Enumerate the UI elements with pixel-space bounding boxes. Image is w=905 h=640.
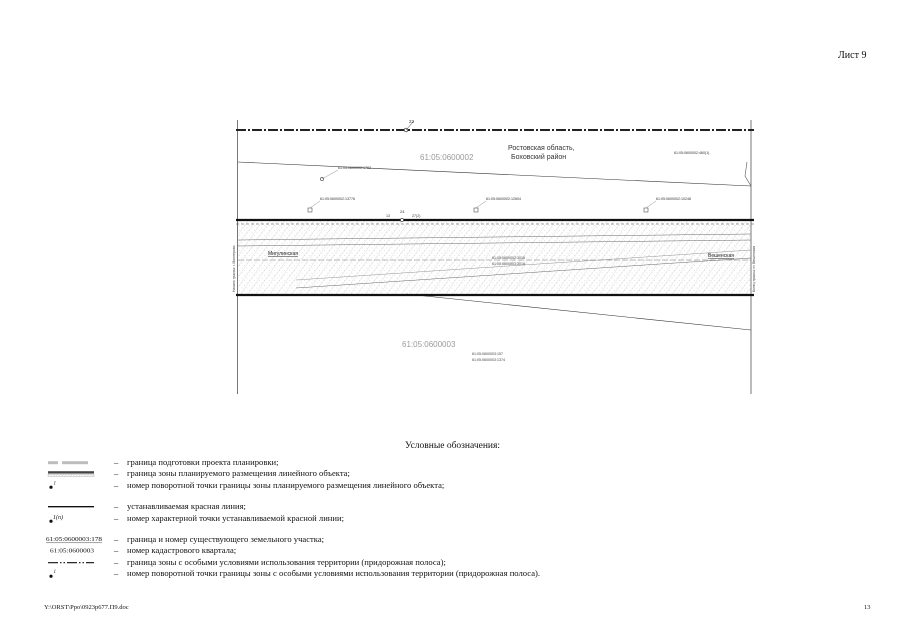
road-line-south	[406, 294, 751, 330]
parcel-top-right-label: 61:05:0600002:460(1)	[674, 151, 710, 155]
planning-map	[232, 112, 756, 402]
side-label-right: Конец трассы: ст. Вешенская	[752, 246, 756, 292]
legend-item: – устанавливаемая красная линия;	[44, 501, 804, 512]
red-line-symbol	[44, 501, 104, 512]
legend-item: – граница зоны с особыми условиями использования территории (придорожная полоса);	[44, 557, 804, 568]
quarter-south-label: 61:05:0600003	[402, 340, 456, 349]
svg-text:61:05:0600003:1374: 61:05:0600003:1374	[472, 358, 505, 362]
svg-text:61:05:0600003:157: 61:05:0600003:157	[472, 352, 503, 356]
quarter-north-label: 61:05:0600002	[420, 153, 474, 162]
zone-boundary-symbol	[44, 468, 104, 479]
sheet-number: Лист 9	[838, 50, 867, 61]
svg-text:27(2): 27(2)	[412, 214, 421, 218]
project-boundary-symbol	[44, 457, 104, 468]
parcel-marker-4	[644, 208, 648, 212]
svg-text:61:05:0600002:1762: 61:05:0600002:1762	[338, 166, 371, 170]
legend	[44, 457, 804, 580]
roadside-zone-symbol	[44, 557, 104, 568]
legend-item: – граница подготовки проекта планировки;	[44, 457, 804, 468]
svg-text:61:05:0600002:13776: 61:05:0600002:13776	[320, 197, 355, 201]
point-marker-mid	[400, 218, 403, 221]
svg-text:1: 1	[53, 481, 56, 487]
svg-text:61:05:0600002:12604: 61:05:0600002:12604	[486, 197, 521, 201]
roadside-point-symbol	[44, 568, 104, 579]
quarter-symbol	[44, 545, 104, 556]
region-label-2: Боховский район	[511, 154, 567, 161]
legend-item: 61:05:0600003 – номер кадастрового квартала;	[44, 545, 804, 556]
legend-item: 61:05:0600003:178 – граница и номер существующего земельного участка;	[46, 533, 325, 544]
parcel-symbol	[44, 534, 104, 545]
region-label-1: Ростовская область,	[508, 145, 575, 152]
legend-title: Условные обозначения:	[404, 441, 500, 451]
place-right-label: Вешенская	[708, 253, 734, 259]
svg-text:61:05:0600003: 61:05:0600003	[50, 548, 95, 556]
svg-text:1(n): 1(n)	[53, 514, 63, 521]
parcel-marker-3	[474, 208, 478, 212]
legend-item: – граница зоны планируемого размещения линейного объекта;	[44, 468, 804, 479]
page-number: 13	[864, 604, 871, 611]
road-line-north	[238, 162, 751, 186]
document-path: Y:\ORST\Ppo\0923p677.П9.doc	[44, 604, 129, 611]
parcel-marker-2	[308, 208, 312, 212]
red-line-point-symbol	[44, 513, 104, 524]
svg-text:24: 24	[400, 209, 405, 214]
road-edge-right	[745, 162, 751, 186]
svg-text:1: 1	[53, 570, 56, 576]
svg-text:61:05:0600002:3018: 61:05:0600002:3018	[492, 256, 525, 260]
legend-item: 1 – номер поворотной точки границы зоны с особыми условиями использования территории (придорожная полоса).	[44, 568, 804, 579]
legend-item: 1 – номер поворотной точки границы зоны планируемого размещения линейного объекта;	[44, 480, 804, 491]
svg-text:61:05:0600003:3018: 61:05:0600003:3018	[492, 262, 525, 266]
place-left-label: Мигулинская	[268, 251, 298, 257]
side-label-left: Начало трассы: г. Миллерово	[232, 245, 236, 292]
zone-point-symbol	[44, 480, 104, 491]
svg-text:13: 13	[386, 214, 390, 218]
point-label-top: 22	[409, 119, 415, 124]
svg-text:61:05:0600003:178: 61:05:0600003:178	[46, 536, 102, 544]
svg-text:61:05:0600002:10246: 61:05:0600002:10246	[656, 197, 691, 201]
legend-item: 1(n) – номер характерной точки устанавливаемой красной линии;	[44, 513, 804, 524]
